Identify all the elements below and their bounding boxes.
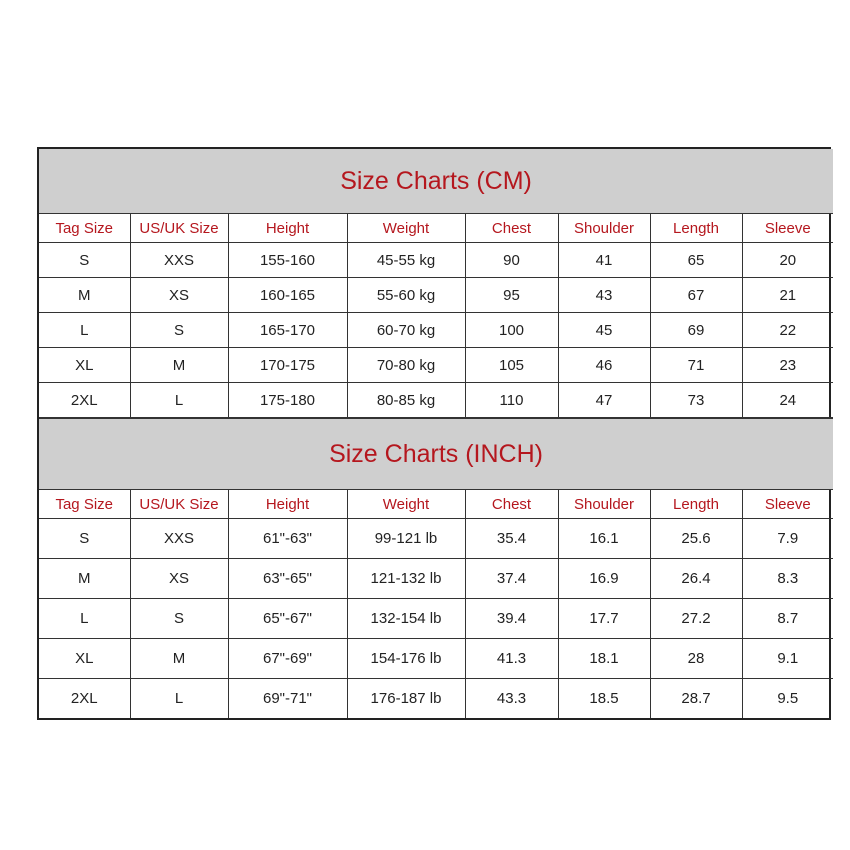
table-cell: 100 bbox=[465, 313, 558, 348]
table-row bbox=[39, 679, 833, 719]
table-cell: 65 bbox=[650, 243, 742, 278]
table-cell: M bbox=[39, 559, 130, 599]
table-cell: 26.4 bbox=[650, 559, 742, 599]
table-cell: M bbox=[39, 278, 130, 313]
table-cell: XS bbox=[130, 559, 228, 599]
column-header: Sleeve bbox=[742, 214, 833, 243]
table-cell: S bbox=[130, 599, 228, 639]
column-header: Chest bbox=[465, 214, 558, 243]
table-cell: 154-176 lb bbox=[347, 639, 465, 679]
column-header: Tag Size bbox=[39, 490, 130, 519]
table-cell: 28.7 bbox=[650, 679, 742, 719]
table-cell: 121-132 lb bbox=[347, 559, 465, 599]
table-cell: 67"-69" bbox=[228, 639, 347, 679]
table-cell: 41.3 bbox=[465, 639, 558, 679]
table-cell: 41 bbox=[558, 243, 650, 278]
table-cell: 2XL bbox=[39, 679, 130, 719]
table-cell: 35.4 bbox=[465, 519, 558, 559]
table-cell: 71 bbox=[650, 348, 742, 383]
table-cell: 22 bbox=[742, 313, 833, 348]
table-cell: S bbox=[39, 243, 130, 278]
column-header: Height bbox=[228, 490, 347, 519]
column-header: Chest bbox=[465, 490, 558, 519]
table-cell: 170-175 bbox=[228, 348, 347, 383]
table-title-inch: Size Charts (INCH) bbox=[39, 418, 833, 490]
table-cell: 176-187 lb bbox=[347, 679, 465, 719]
table-row bbox=[39, 278, 833, 313]
table-cell: 8.7 bbox=[742, 599, 833, 639]
table-cell: XL bbox=[39, 348, 130, 383]
table-cell: 60-70 kg bbox=[347, 313, 465, 348]
column-header: Shoulder bbox=[558, 490, 650, 519]
table-cell: XXS bbox=[130, 519, 228, 559]
table-cell: XL bbox=[39, 639, 130, 679]
table-cell: 165-170 bbox=[228, 313, 347, 348]
table-cell: 175-180 bbox=[228, 383, 347, 418]
table-row bbox=[39, 599, 833, 639]
column-header: US/UK Size bbox=[130, 214, 228, 243]
table-cell: M bbox=[130, 639, 228, 679]
table-cell: 23 bbox=[742, 348, 833, 383]
table-cell: 18.5 bbox=[558, 679, 650, 719]
table-cell: L bbox=[39, 313, 130, 348]
table-cell: 63"-65" bbox=[228, 559, 347, 599]
table-cell: L bbox=[39, 599, 130, 639]
table-cell: 43.3 bbox=[465, 679, 558, 719]
table-cell: 45 bbox=[558, 313, 650, 348]
table-cell: 67 bbox=[650, 278, 742, 313]
column-header: Weight bbox=[347, 214, 465, 243]
table-row bbox=[39, 519, 833, 559]
table-cell: 80-85 kg bbox=[347, 383, 465, 418]
table-cell: 39.4 bbox=[465, 599, 558, 639]
column-header: Length bbox=[650, 214, 742, 243]
table-cell: 132-154 lb bbox=[347, 599, 465, 639]
table-cell: XS bbox=[130, 278, 228, 313]
table-cell: L bbox=[130, 383, 228, 418]
column-header: Shoulder bbox=[558, 214, 650, 243]
table-cell: 27.2 bbox=[650, 599, 742, 639]
table-cell: 73 bbox=[650, 383, 742, 418]
table-cell: 21 bbox=[742, 278, 833, 313]
table-cell: 16.9 bbox=[558, 559, 650, 599]
table-cell: 37.4 bbox=[465, 559, 558, 599]
table-row bbox=[39, 383, 833, 418]
table-cell: XXS bbox=[130, 243, 228, 278]
table-row bbox=[39, 313, 833, 348]
table-cell: 2XL bbox=[39, 383, 130, 418]
table-cell: 61"-63" bbox=[228, 519, 347, 559]
table-cell: 90 bbox=[465, 243, 558, 278]
column-header: Weight bbox=[347, 490, 465, 519]
table-cell: 65"-67" bbox=[228, 599, 347, 639]
table-cell: 45-55 kg bbox=[347, 243, 465, 278]
size-chart bbox=[37, 147, 831, 720]
table-cell: 155-160 bbox=[228, 243, 347, 278]
size-table-inch bbox=[39, 417, 833, 718]
table-cell: L bbox=[130, 679, 228, 719]
table-cell: 18.1 bbox=[558, 639, 650, 679]
table-title-cm: Size Charts (CM) bbox=[39, 149, 833, 214]
table-cell: 70-80 kg bbox=[347, 348, 465, 383]
table-cell: M bbox=[130, 348, 228, 383]
table-cell: S bbox=[130, 313, 228, 348]
table-cell: 160-165 bbox=[228, 278, 347, 313]
table-cell: 95 bbox=[465, 278, 558, 313]
table-cell: 20 bbox=[742, 243, 833, 278]
table-cell: 25.6 bbox=[650, 519, 742, 559]
table-cell: 17.7 bbox=[558, 599, 650, 639]
table-cell: 110 bbox=[465, 383, 558, 418]
table-cell: 9.1 bbox=[742, 639, 833, 679]
column-header: US/UK Size bbox=[130, 490, 228, 519]
table-row bbox=[39, 243, 833, 278]
table-cell: 8.3 bbox=[742, 559, 833, 599]
table-row bbox=[39, 639, 833, 679]
table-cell: 69 bbox=[650, 313, 742, 348]
table-cell: 7.9 bbox=[742, 519, 833, 559]
column-header: Tag Size bbox=[39, 214, 130, 243]
table-cell: 105 bbox=[465, 348, 558, 383]
table-cell: 28 bbox=[650, 639, 742, 679]
column-header: Sleeve bbox=[742, 490, 833, 519]
table-cell: 24 bbox=[742, 383, 833, 418]
table-cell: 55-60 kg bbox=[347, 278, 465, 313]
table-cell: S bbox=[39, 519, 130, 559]
size-table-cm bbox=[39, 149, 833, 417]
table-cell: 47 bbox=[558, 383, 650, 418]
table-cell: 43 bbox=[558, 278, 650, 313]
column-header: Height bbox=[228, 214, 347, 243]
column-header: Length bbox=[650, 490, 742, 519]
table-cell: 69"-71" bbox=[228, 679, 347, 719]
table-row bbox=[39, 559, 833, 599]
table-cell: 46 bbox=[558, 348, 650, 383]
table-cell: 9.5 bbox=[742, 679, 833, 719]
table-row bbox=[39, 348, 833, 383]
table-cell: 99-121 lb bbox=[347, 519, 465, 559]
table-cell: 16.1 bbox=[558, 519, 650, 559]
